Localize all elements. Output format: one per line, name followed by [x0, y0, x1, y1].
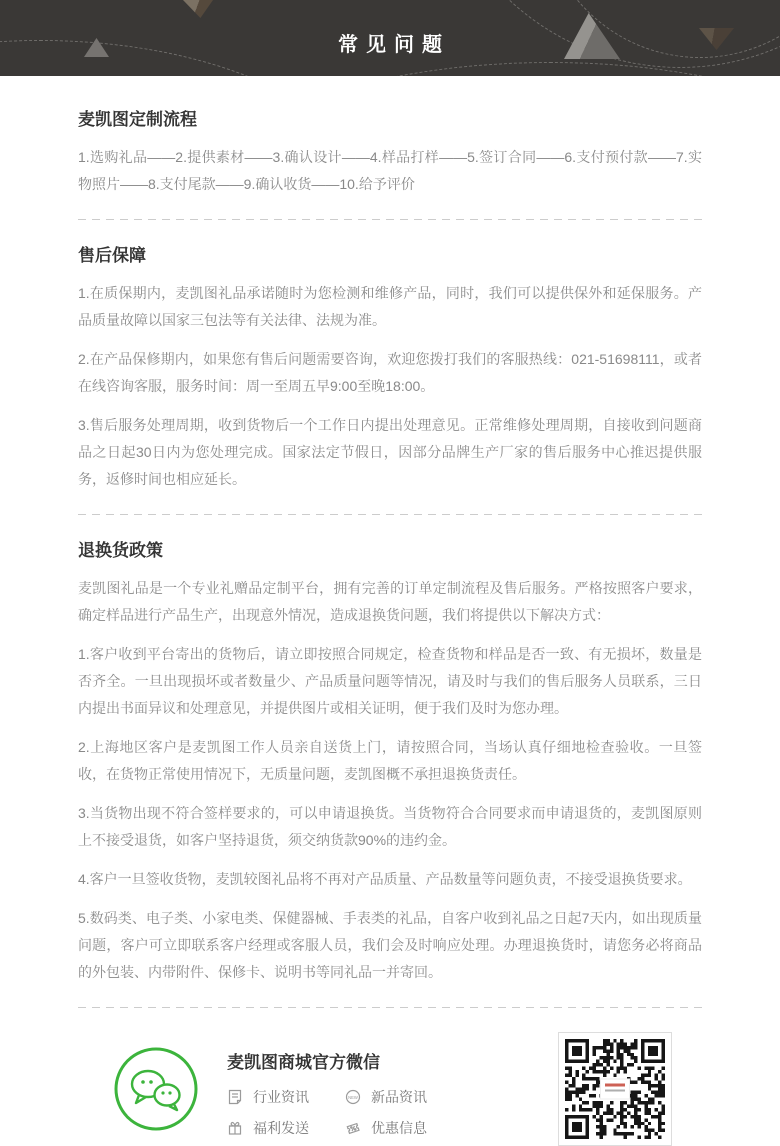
process-flow-text: 1.选购礼品——2.提供素材——3.确认设计——4.样品打样——5.签订合同——6.支付预付款——7.实物照片——8.支付尾款——9.确认收货——10.给予评价	[78, 149, 702, 192]
section-after-sales	[78, 244, 702, 493]
triangle-decoration	[183, 0, 213, 18]
wechat-footer	[113, 1032, 672, 1146]
wechat-account-title: 麦凯图商城官方微信	[227, 1053, 380, 1072]
section-return-policy	[78, 539, 702, 986]
dashed-divider	[78, 1007, 702, 1008]
dashed-divider	[78, 219, 702, 220]
paragraph: 2.上海地区客户是麦凯图工作人员亲自送货上门，请按照合同，当场认真仔细地检查验收。一旦签收，在货物正常使用情况下，无质量问题，麦凯图概不承担退换货责任。	[78, 739, 702, 782]
feature-label: 新品资讯	[371, 1089, 427, 1105]
feature-label: 优惠信息	[371, 1120, 427, 1136]
page-header	[0, 0, 780, 76]
dashed-divider	[78, 514, 702, 515]
section-custom-process	[78, 108, 702, 198]
list-item	[227, 1118, 309, 1138]
paragraph: 5.数码类、电子类、小家电类、保健器械、手表类的礼品，自客户收到礼品之日起7天内，如出现质量问题，客户可立即联系客户经理或客服人员，我们会及时响应处理。办理退换货时，请您务必将商品的外包装、内带附件、保修卡、说明书等同礼品一并寄回。	[78, 910, 702, 980]
list-item	[345, 1118, 427, 1138]
section-heading: 退换货政策	[78, 541, 163, 560]
wechat-qr-code	[558, 1032, 672, 1146]
news-icon	[227, 1089, 243, 1105]
qr-center-logo	[600, 1079, 630, 1100]
wechat-info	[227, 1032, 427, 1138]
list-item	[345, 1087, 427, 1107]
page-content	[0, 108, 780, 1008]
paragraph: 1.客户收到平台寄出的货物后，请立即按照合同规定，检查货物和样品是否一致、有无损坏，数量是否齐全。一旦出现损坏或者数量少、产品质量问题等情况，请及时与我们的售后服务人员联系，三日内提出书面异议和处理意见，并提供图片或相关证明，便于我们及时为您办理。	[78, 646, 702, 716]
feature-label: 福利发送	[253, 1120, 309, 1136]
page-title: 常见问题	[338, 34, 450, 56]
paragraph: 4.客户一旦签收货物，麦凯较图礼品将不再对产品质量、产品数量等问题负责，不接受退换货要求。	[78, 871, 692, 887]
list-item	[227, 1087, 309, 1107]
wechat-feature-list	[227, 1087, 427, 1138]
new-badge-icon	[345, 1089, 361, 1105]
paragraph: 2.在产品保修期内，如果您有售后问题需要咨询，欢迎您拨打我们的客服热线：021-51698111，或者在线咨询客服，服务时间：周一至周五早9:00至晚18:00。	[78, 351, 702, 394]
svg-text:NEW: NEW	[348, 1094, 358, 1100]
wechat-icon	[113, 1046, 199, 1132]
paragraph: 1.在质保期内，麦凯图礼品承诺随时为您检测和维修产品，同时，我们可以提供保外和延保服务。产品质量故障以国家三包法等有关法律、法规为准。	[78, 285, 702, 328]
section-heading: 麦凯图定制流程	[78, 110, 197, 129]
gift-icon	[227, 1120, 243, 1136]
paragraph: 麦凯图礼品是一个专业礼赠品定制平台，拥有完善的订单定制流程及售后服务。严格按照客户要求，确定样品进行产品生产，出现意外情况，造成退换货问题，我们将提供以下解决方式：	[78, 580, 702, 623]
coupon-icon	[345, 1120, 361, 1136]
feature-label: 行业资讯	[253, 1089, 309, 1105]
paragraph: 3.售后服务处理周期，收到货物后一个工作日内提出处理意见。正常维修处理周期，自接收到问题商品之日起30日内为您处理完成。国家法定节假日，因部分品牌生产厂家的售后服务中心推迟提供服务，返修时间也相应延长。	[78, 417, 702, 487]
section-heading: 售后保障	[78, 246, 146, 265]
paragraph: 3.当货物出现不符合签样要求的，可以申请退换货。当货物符合合同要求而申请退货的，麦凯图原则上不接受退货，如客户坚持退货，须交纳货款90%的违约金。	[78, 805, 702, 848]
